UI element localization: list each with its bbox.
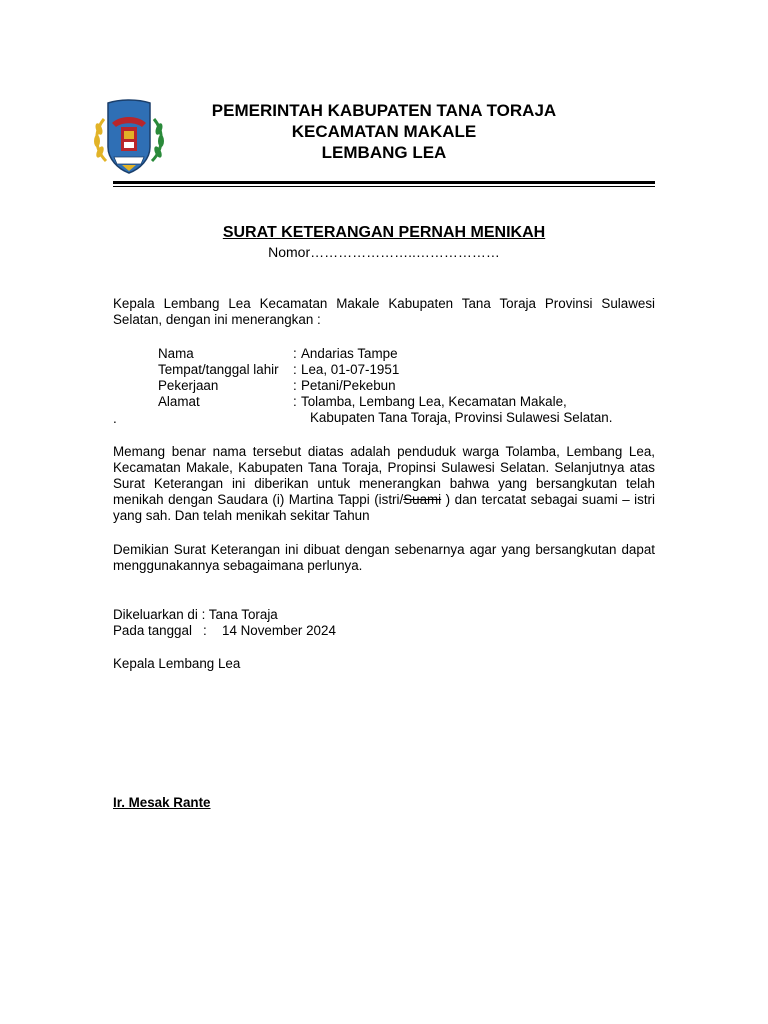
identity-table [158, 346, 612, 426]
identity-separator: : [293, 362, 297, 377]
document-title: SURAT KETERANGAN PERNAH MENIKAH [222, 224, 546, 241]
identity-separator: : [293, 378, 297, 393]
identity-row-occupation [158, 378, 612, 394]
issue-place: Dikeluarkan di : Tana Toraja [113, 607, 278, 622]
identity-row-name [158, 346, 612, 362]
document-number: Nomor…………………..……………… [268, 244, 500, 260]
regency-crest-icon [92, 97, 166, 177]
identity-label: Nama [158, 346, 194, 361]
struck-word: Suami [403, 492, 442, 507]
letterhead-government: PEMERINTAH KABUPATEN TANA TORAJA [211, 101, 557, 120]
identity-value: Andarias Tampe [301, 346, 398, 361]
stray-dot: . [113, 411, 117, 426]
closing-paragraph: Demikian Surat Keterangan ini dibuat dengan sebenarnya agar yang bersangkutan dapat menggunakannya sebagaimana perlunya. [113, 542, 655, 573]
letterhead-divider-thin [113, 186, 655, 187]
statement-text: Memang benar nama tersebut diatas adalah penduduk warga Tolamba, Lembang Lea, Kecamatan Makale, Kabupaten Tana Toraja, Propinsi Sulawesi Selatan. Selanjutnya atas Surat Keterangan ini diberikan untuk menerangkan bahwa yang bersangkutan telah menikah dengan Saudara (i) Martina Tappi (istri/ [113, 444, 655, 507]
statement-text-end: ) dan tercatat sebagai suami – istri yang sah. Dan telah menikah sekitar Tahun [113, 492, 655, 523]
identity-row-birth [158, 362, 612, 378]
issue-date-row [113, 623, 336, 639]
letterhead-divider-thick [113, 181, 655, 184]
issue-date-separator: : [203, 623, 207, 638]
identity-label: Tempat/tanggal lahir [158, 362, 279, 377]
signatory-position: Kepala Lembang Lea [113, 656, 241, 671]
letterhead-village: LEMBANG LEA [321, 143, 447, 162]
letterhead-district: KECAMATAN MAKALE [291, 122, 477, 141]
signatory-name: Ir. Mesak Rante [113, 795, 211, 810]
issue-date-value: 14 November 2024 [222, 623, 336, 638]
letterhead [170, 100, 598, 163]
identity-separator: : [293, 394, 297, 409]
identity-value: Lea, 01-07-1951 [301, 362, 400, 377]
identity-value: Kabupaten Tana Toraja, Provinsi Sulawesi Selatan. [310, 410, 613, 425]
identity-value: Tolamba, Lembang Lea, Kecamatan Makale, [301, 394, 567, 409]
issue-details [113, 607, 336, 639]
identity-row-address-continued [158, 410, 612, 426]
identity-label: Alamat [158, 394, 200, 409]
issue-date-label: Pada tanggal [113, 623, 192, 638]
identity-row-address [158, 394, 612, 410]
statement-paragraph [113, 444, 655, 524]
identity-value: Petani/Pekebun [301, 378, 396, 393]
intro-paragraph: Kepala Lembang Lea Kecamatan Makale Kabupaten Tana Toraja Provinsi Sulawesi Selatan, dengan ini menerangkan : [113, 296, 655, 327]
identity-separator: : [293, 346, 297, 361]
identity-label: Pekerjaan [158, 378, 219, 393]
